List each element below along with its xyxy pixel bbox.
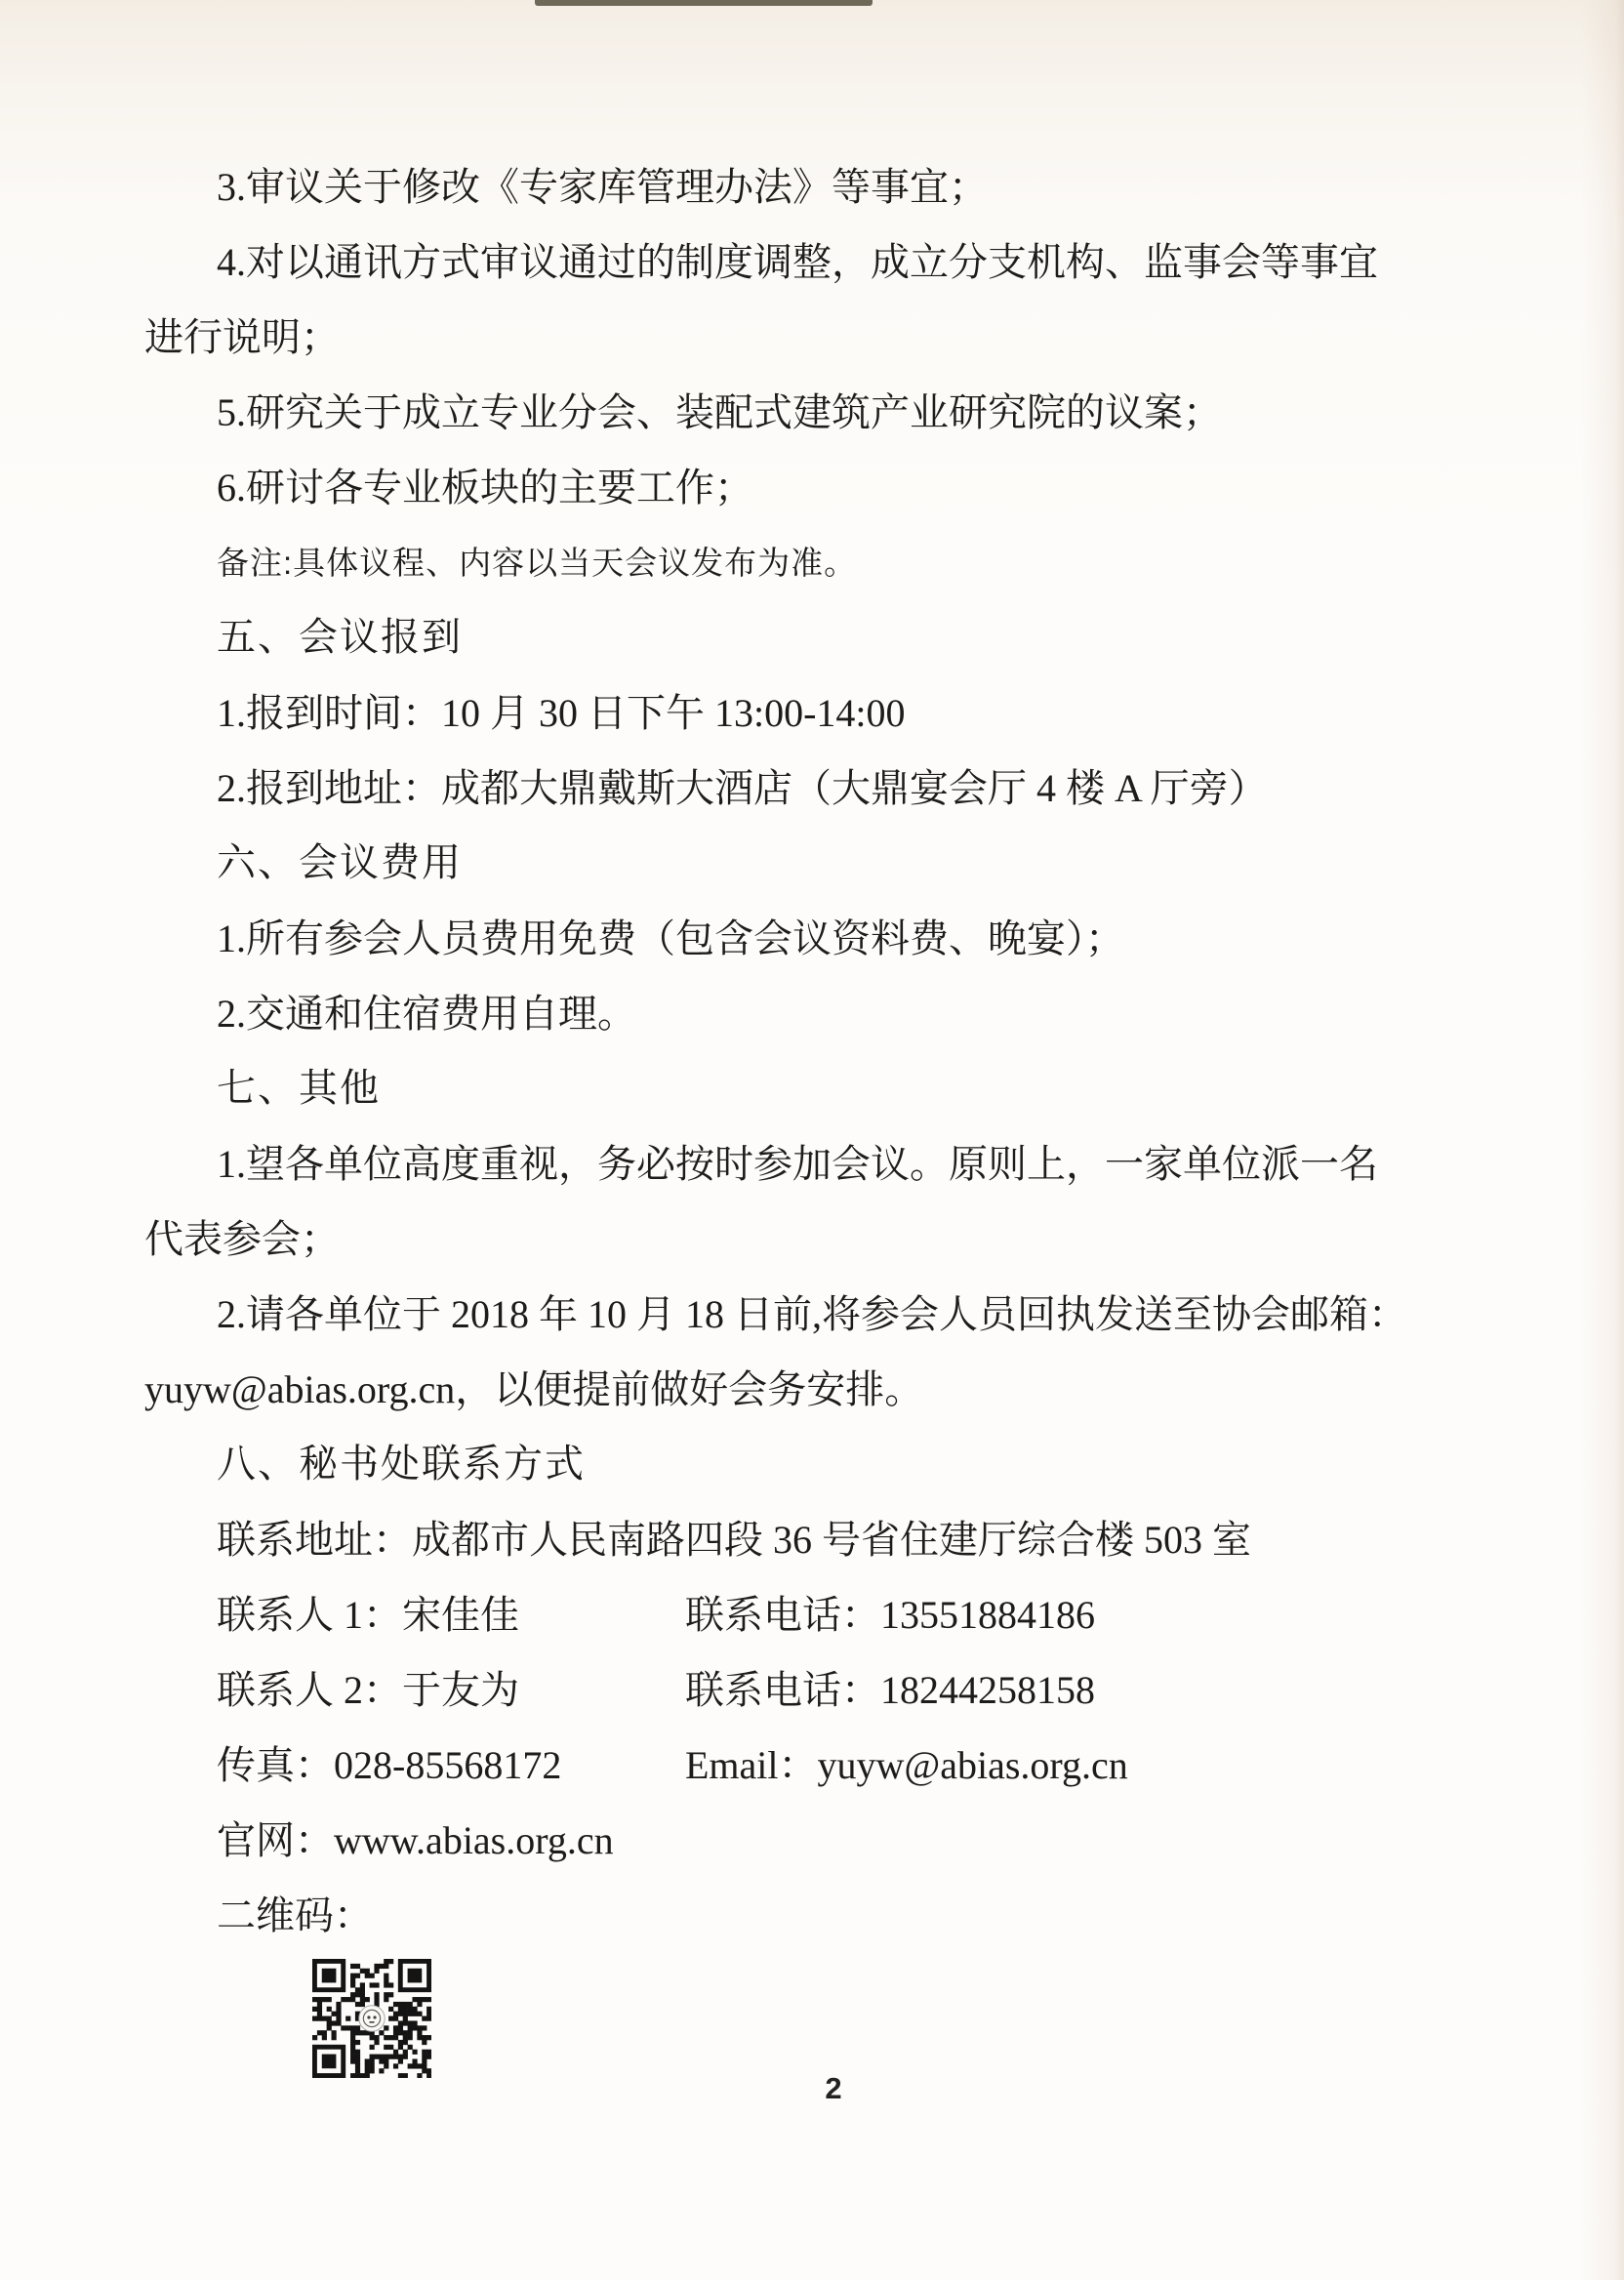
agenda-item-6: 6.研讨各专业板块的主要工作；: [217, 466, 753, 509]
section-heading-fee: 六、会议费用: [217, 841, 463, 884]
contact-address: 联系地址：成都市人民南路四段 36 号省住建厅综合楼 503 室: [217, 1518, 1251, 1562]
contact-2-phone: 联系电话：18244258158: [685, 1668, 1095, 1712]
qr-code: [312, 1959, 431, 2078]
agenda-item-3: 3.审议关于修改《专家库管理办法》等事宜；: [217, 165, 988, 209]
document-page: [144, 149, 1478, 2078]
contact-fax: 传真：028-85568172: [217, 1743, 562, 1787]
scan-shadow-right-edge: [1581, 0, 1624, 2280]
scan-artifact-top-bar: [535, 0, 873, 6]
checkin-address: 2.报到地址：成都大鼎戴斯大酒店（大鼎宴会厅 4 楼 A 厅旁）: [217, 766, 1268, 810]
agenda-item-4-line2: 进行说明；: [144, 315, 340, 359]
other-item-1-line2: 代表参会；: [144, 1217, 340, 1261]
other-item-2-line2: yuyw@abias.org.cn，以便提前做好会务安排。: [144, 1367, 924, 1411]
contact-2-name: 联系人 2：于友为: [217, 1668, 519, 1712]
contact-website: 官网：www.abias.org.cn: [217, 1818, 614, 1862]
other-item-2-line1: 2.请各单位于 2018 年 10 月 18 日前,将参会人员回执发送至协会邮箱：: [217, 1292, 1407, 1336]
agenda-item-5: 5.研究关于成立专业分会、装配式建筑产业研究院的议案；: [217, 390, 1222, 434]
other-item-1-line1: 1.望各单位高度重视，务必按时参加会议。原则上，一家单位派一名: [217, 1142, 1378, 1186]
fee-item-2: 2.交通和住宿费用自理。: [217, 992, 636, 1036]
agenda-item-4-line1: 4.对以通讯方式审议通过的制度调整，成立分支机构、监事会等事宜: [217, 240, 1378, 284]
fee-item-1: 1.所有参会人员费用免费（包含会议资料费、晚宴）；: [217, 916, 1124, 960]
contact-person-2: [144, 1652, 1478, 1728]
contact-1-phone: 联系电话：13551884186: [685, 1593, 1095, 1637]
section-heading-checkin: 五、会议报到: [217, 616, 463, 659]
section-heading-contact: 八、秘书处联系方式: [217, 1443, 586, 1486]
contact-1-name: 联系人 1：宋佳佳: [217, 1593, 519, 1637]
page-number: 2: [825, 2071, 842, 2105]
qrcode-label: 二维码：: [217, 1893, 373, 1937]
qr-code-image: [312, 1959, 431, 2078]
section-heading-other: 七、其他: [217, 1067, 381, 1110]
contact-fax-email: [144, 1728, 1478, 1803]
agenda-note: 备注:具体议程、内容以当天会议发布为准。: [217, 545, 858, 581]
checkin-time: 1.报到时间：10 月 30 日下午 13:00-14:00: [217, 691, 906, 735]
contact-person-1: [144, 1577, 1478, 1652]
contact-email: Email：yuyw@abias.org.cn: [685, 1743, 1128, 1787]
